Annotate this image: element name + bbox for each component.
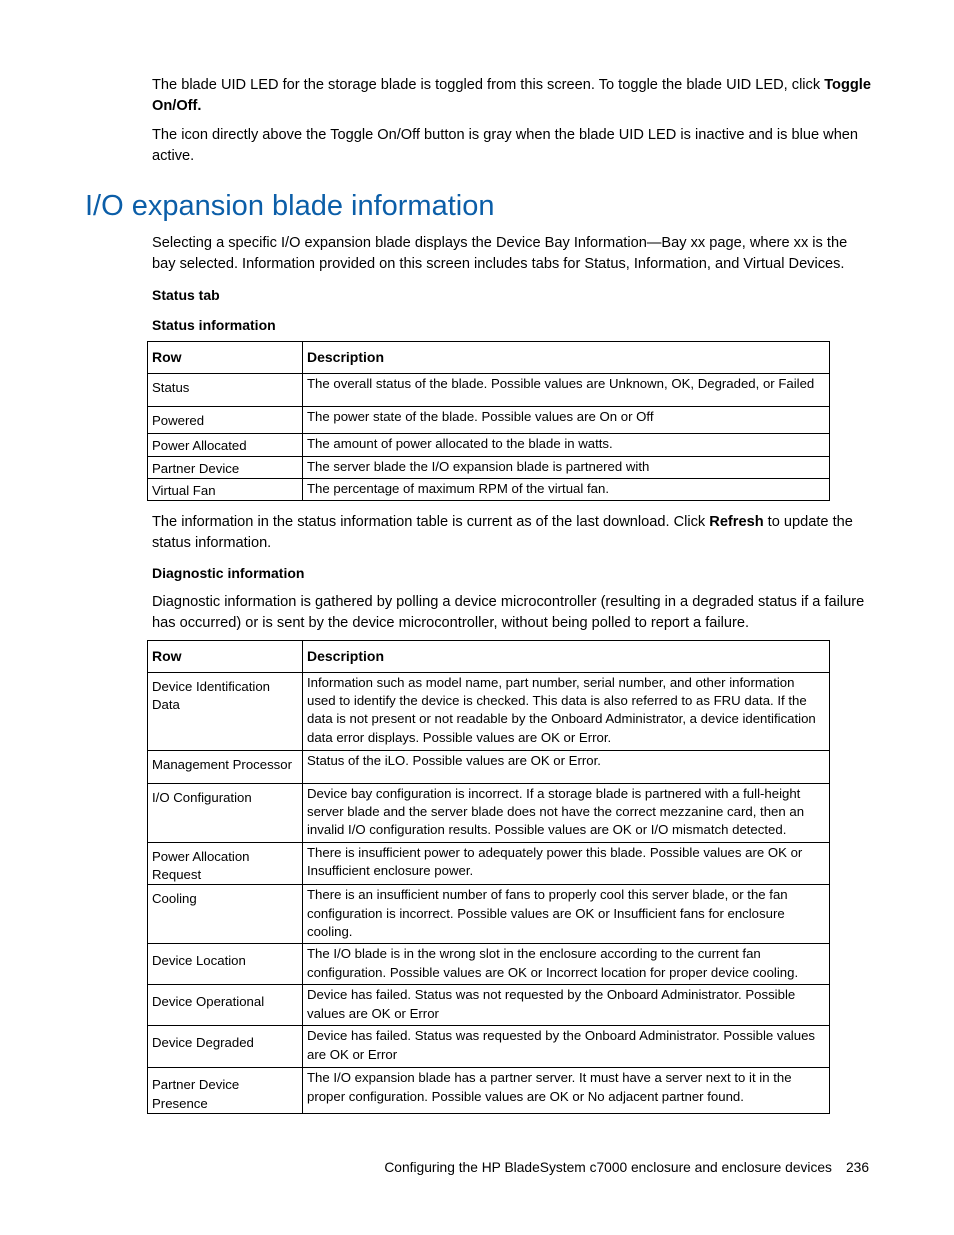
row-name: Device Operational [148, 985, 303, 1026]
page-number: 236 [845, 1160, 869, 1175]
column-header-description: Description [303, 342, 830, 374]
status-tab-heading: Status tab [152, 287, 220, 303]
row-name: Power Allocation Request [148, 843, 303, 885]
row-name: Partner Device Presence [148, 1068, 303, 1113]
table-row [148, 985, 830, 1026]
status-footnote-tail: to update the status information. [152, 514, 853, 551]
row-description: Device bay configuration is incorrect. If a storage blade is partnered with a full-height server blade and the server blade does not have the correct mezzanine card, then an invalid I/O configuration results. Possible values are OK or I/O mismatch detected. [303, 784, 830, 843]
diagnostic-intro: Diagnostic information is gathered by polling a device microcontroller (resulting in a degraded status if a failure has occurred) or is sent by the device microcontroller, without being polled to report a failure. [152, 594, 865, 631]
row-description: The power state of the blade. Possible values are On or Off [303, 407, 830, 434]
row-name: Device Degraded [148, 1026, 303, 1068]
section-intro: Selecting a specific I/O expansion blade displays the Device Bay Information—Bay xx page, where xx is the bay selected. Information provided on this screen includes tabs for Status, Information, and Virtual Devices. [152, 235, 848, 272]
table-row [148, 1026, 830, 1068]
table-row [148, 374, 830, 407]
table-row [148, 885, 830, 944]
row-name: Device Identification Data [148, 673, 303, 751]
intro-paragraph-uid [152, 75, 874, 117]
table-row [148, 784, 830, 843]
diagnostic-table [147, 640, 830, 1114]
table-header-row [148, 342, 830, 374]
table-row [148, 751, 830, 784]
intro-paragraph-icon: The icon directly above the Toggle On/Off button is gray when the blade UID LED is inactive and is blue when active. [152, 127, 859, 164]
column-header-row: Row [148, 641, 303, 673]
table-row [148, 944, 830, 985]
row-description: There is an insufficient number of fans to properly cool this server blade, or the fan configuration is incorrect. Possible values are OK or Insufficient fans for enclosure cooling. [303, 885, 830, 944]
row-description: Device has failed. Status was requested by the Onboard Administrator. Possible values are OK or Error [303, 1026, 830, 1068]
row-description: The server blade the I/O expansion blade is partnered with [303, 457, 830, 479]
table-row [148, 457, 830, 479]
row-description: The I/O expansion blade has a partner server. It must have a server next to it in the proper configuration. Possible values are OK or No adjacent partner found. [303, 1068, 830, 1113]
row-description: The amount of power allocated to the blade in watts. [303, 434, 830, 457]
row-name: Cooling [148, 885, 303, 944]
toggle-label: Toggle On/Off. [152, 77, 871, 114]
row-description: Device has failed. Status was not requested by the Onboard Administrator. Possible values are OK or Error [303, 985, 830, 1026]
footer-text: Configuring the HP BladeSystem c7000 enclosure and enclosure devices [384, 1160, 832, 1175]
section-title: I/O expansion blade information [85, 190, 495, 222]
row-description: Information such as model name, part number, serial number, and other information used to identify the device is checked. This data is also referred to as FRU data. If the data is not present or not readable by the Onboard Administrator, a device identification data error displays. Possible values are OK or Error. [303, 673, 830, 751]
table-row [148, 407, 830, 434]
row-name: Status [148, 374, 303, 407]
intro-text: The blade UID LED for the storage blade is toggled from this screen. To toggle the blade UID LED, click [152, 77, 825, 93]
refresh-label: Refresh [709, 514, 764, 530]
row-name: Partner Device [148, 457, 303, 479]
table-row [148, 673, 830, 751]
diagnostic-heading: Diagnostic information [152, 565, 305, 581]
row-name: I/O Configuration [148, 784, 303, 843]
status-footnote-text: The information in the status information table is current as of the last download. Click [152, 514, 710, 530]
row-description: The overall status of the blade. Possible values are Unknown, OK, Degraded, or Failed [303, 374, 830, 407]
row-description: The I/O blade is in the wrong slot in the enclosure according to the current fan configuration. Possible values are OK or Incorrect location for proper device cooling. [303, 944, 830, 985]
column-header-row: Row [148, 342, 303, 374]
table-row [148, 434, 830, 457]
row-name: Power Allocated [148, 434, 303, 457]
table-row [148, 1068, 830, 1113]
row-description: The percentage of maximum RPM of the virtual fan. [303, 479, 830, 501]
status-footnote [152, 512, 874, 554]
status-info-heading: Status information [152, 317, 276, 333]
table-header-row [148, 641, 830, 673]
table-row [148, 479, 830, 501]
row-description: There is insufficient power to adequately power this blade. Possible values are OK or Insufficient enclosure power. [303, 843, 830, 885]
column-header-description: Description [303, 641, 830, 673]
row-description: Status of the iLO. Possible values are OK or Error. [303, 751, 830, 784]
row-name: Management Processor [148, 751, 303, 784]
status-table [147, 341, 830, 501]
row-name: Powered [148, 407, 303, 434]
page-footer [380, 1158, 869, 1178]
table-row [148, 843, 830, 885]
row-name: Device Location [148, 944, 303, 985]
row-name: Virtual Fan [148, 479, 303, 501]
